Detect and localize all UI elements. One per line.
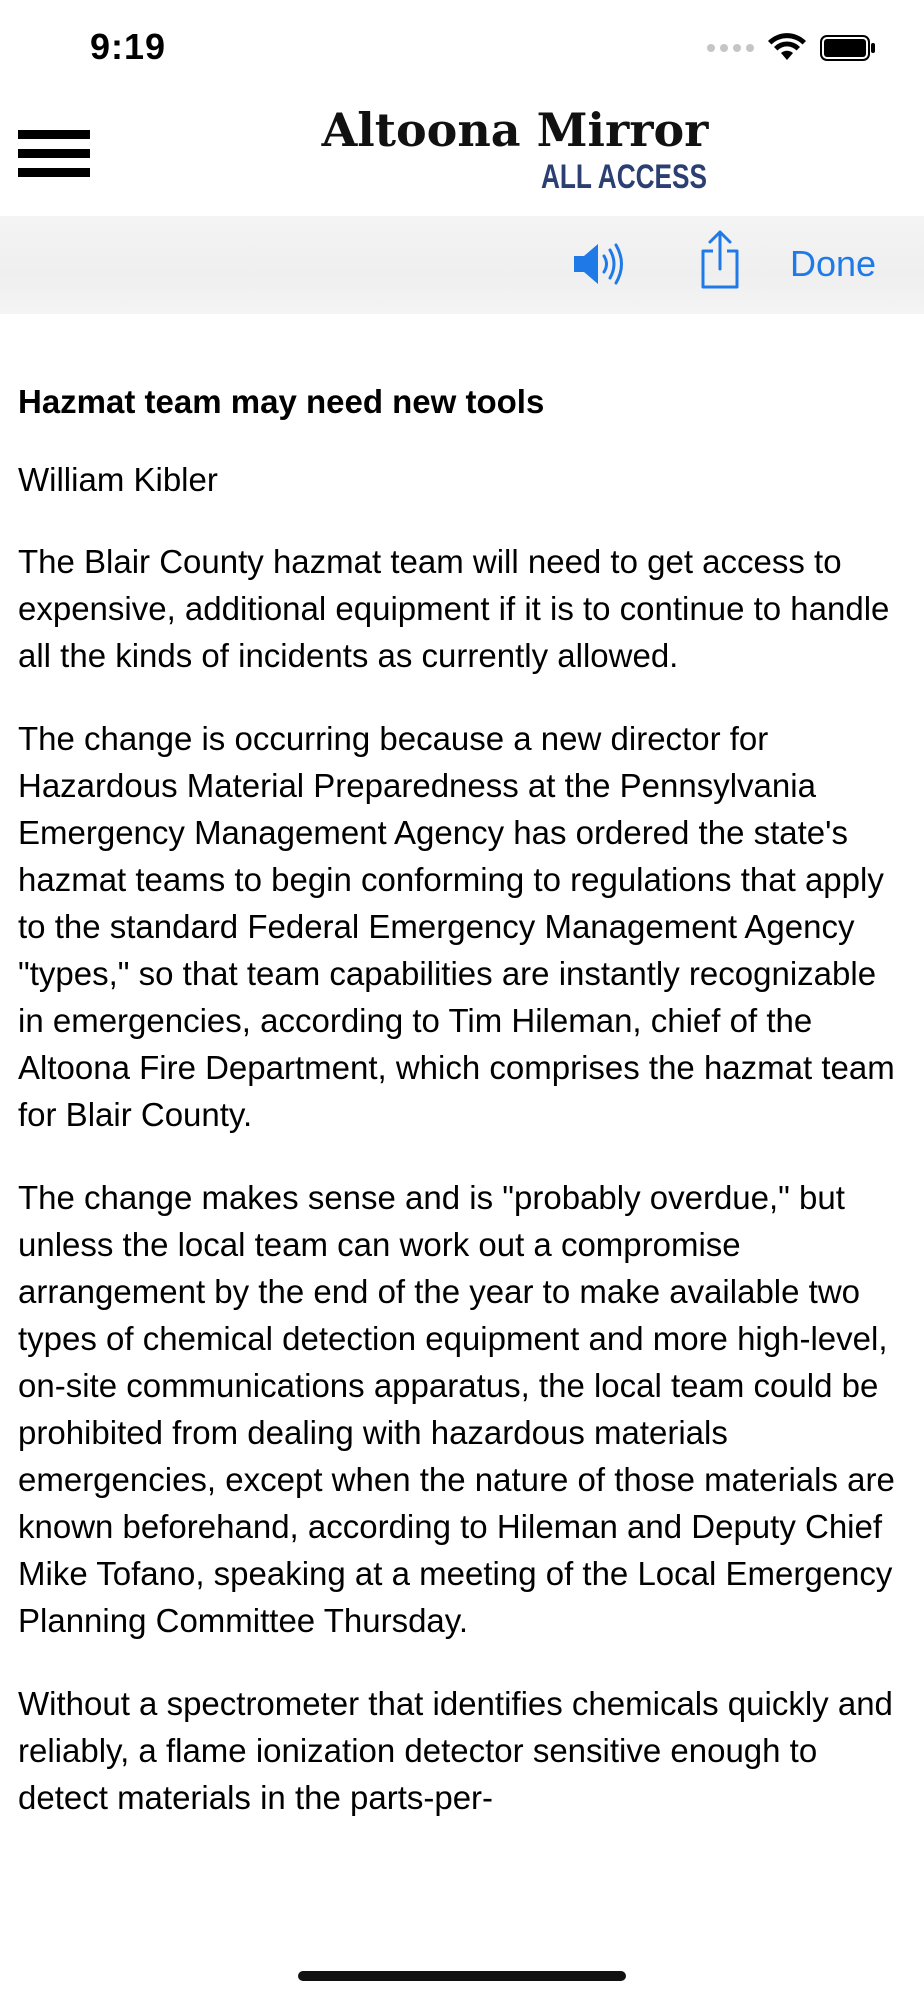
cellular-signal-icon — [707, 44, 754, 52]
svg-text:Altoona Mirror: Altoona Mirror — [321, 103, 709, 157]
done-button[interactable]: Done — [790, 243, 877, 284]
home-indicator[interactable] — [298, 1971, 626, 1981]
article-paragraph: The change makes sense and is "probably overdue," but unless the local team can work out a compromise arrangement by the end of the year to make available two types of chemical detection equipment and more high-level, on-site communications apparatus, the local team could be prohibited from dealing with hazardous materials emergencies, except when the nature of those materials are known beforehand, according to Hileman and Deputy Chief Mike Tofano, speaking at a meeting of the Local Emergency Planning Committee Thursday. — [18, 1179, 895, 1639]
share-button[interactable] — [698, 230, 742, 290]
menu-button[interactable] — [18, 128, 90, 180]
speaker-icon — [570, 240, 626, 288]
article-byline: William Kibler — [18, 461, 218, 498]
svg-text:ALL ACCESS: ALL ACCESS — [541, 158, 707, 196]
hamburger-icon — [18, 128, 90, 180]
altoona-mirror-logo — [315, 100, 715, 200]
wifi-icon — [768, 34, 806, 62]
battery-icon — [820, 35, 876, 61]
status-time: 9:19 — [90, 26, 167, 67]
article-paragraph: The Blair County hazmat team will need to get access to expensive, additional equipment if it is to continue to handle all the kinds of incidents as currently allowed. — [18, 543, 890, 674]
app-header — [0, 100, 924, 216]
article-headline: Hazmat team may need new tools — [18, 383, 545, 420]
article-paragraph: Without a spectrometer that identifies chemicals quickly and reliably, a flame ionization detector sensitive enough to detect materials in the parts-per- — [18, 1685, 893, 1816]
article-body — [18, 380, 908, 1920]
article-paragraph: The change is occurring because a new director for Hazardous Material Preparedness at the Pennsylvania Emergency Management Agency has ordered the state's hazmat teams to begin conforming to regulations that apply to the standard Federal Emergency Management Agency "types," so that team capabilities are instantly recognizable in emergencies, according to Tim Hileman, chief of the Altoona Fire Department, which comprises the hazmat team for Blair County. — [18, 720, 895, 1133]
read-aloud-button[interactable] — [570, 234, 626, 294]
status-indicators — [707, 34, 876, 62]
article-toolbar — [0, 216, 924, 314]
share-icon — [698, 229, 742, 291]
status-bar — [0, 0, 924, 100]
